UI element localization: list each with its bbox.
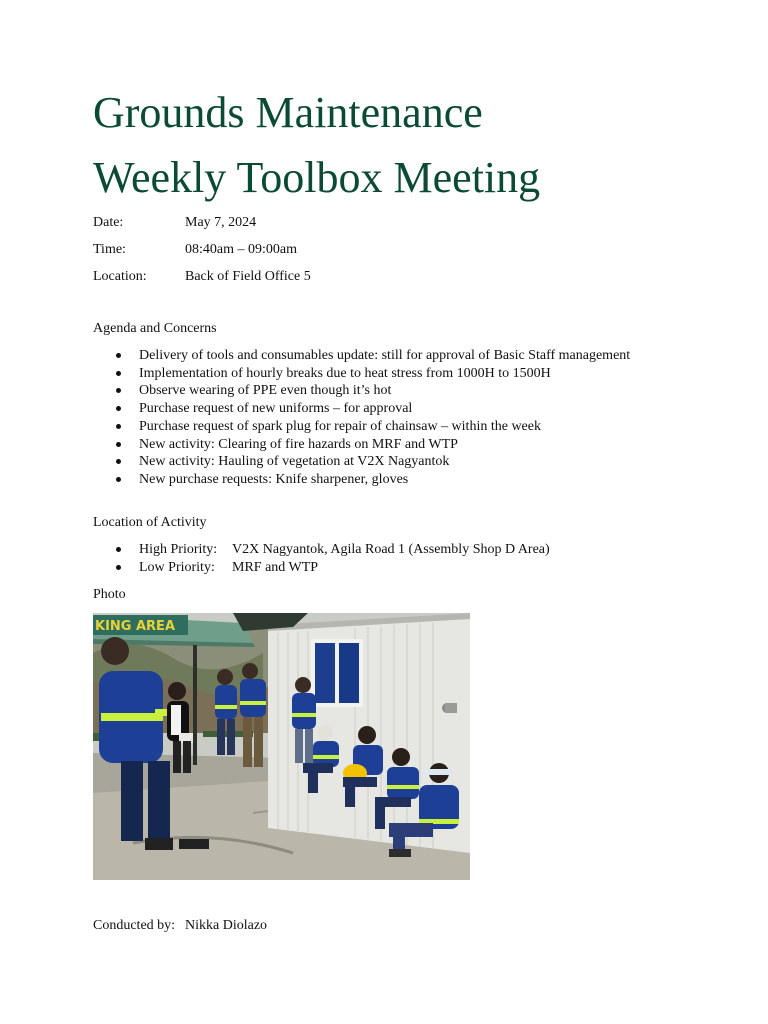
meta-date-row: [93, 214, 256, 232]
priority-label: High Priority:: [139, 542, 218, 557]
location-value: Back of Field Office 5: [185, 269, 311, 284]
time-label: Time:: [93, 242, 126, 257]
meta-location-row: [93, 268, 311, 286]
photo-heading: Photo: [93, 587, 126, 602]
time-value: 08:40am – 09:00am: [185, 242, 297, 257]
location-of-activity-heading: Location of Activity: [93, 515, 207, 530]
priority-label: Low Priority:: [139, 559, 215, 575]
agenda-item: Delivery of tools and consumables update: still for approval of Basic Staff management: [93, 347, 630, 365]
agenda-item: Purchase request of new uniforms – for approval: [93, 400, 630, 418]
date-label: Date:: [93, 215, 124, 230]
meta-time-row: [93, 241, 297, 259]
priority-value: MRF and WTP: [232, 559, 319, 575]
agenda-item: New purchase requests: Knife sharpener, gloves: [93, 471, 630, 489]
agenda-list: [93, 347, 630, 489]
agenda-item: New activity: Clearing of fire hazards on MRF and WTP: [93, 436, 630, 454]
document-title-line-2: Weekly Toolbox Meeting: [93, 153, 541, 202]
agenda-item: Implementation of hourly breaks due to heat stress from 1000H to 1500H: [93, 365, 630, 383]
priority-item-high: [93, 541, 550, 559]
agenda-item: Purchase request of spark plug for repair of chainsaw – within the week: [93, 418, 630, 436]
date-value: May 7, 2024: [185, 215, 257, 230]
location-of-activity-list: [93, 541, 550, 576]
meeting-photo: [93, 613, 470, 880]
agenda-item: Observe wearing of PPE even though it’s hot: [93, 382, 630, 400]
conducted-by-row: [93, 917, 267, 935]
conducted-by-label: Conducted by:: [93, 918, 176, 933]
priority-value: V2X Nagyantok, Agila Road 1 (Assembly Shop D Area): [232, 542, 550, 557]
conducted-by-name: Nikka Diolazo: [185, 918, 268, 933]
document-title-line-1: Grounds Maintenance: [93, 88, 483, 137]
priority-item-low: [93, 559, 550, 577]
agenda-item: New activity: Hauling of vegetation at V2X Nagyantok: [93, 453, 630, 471]
shelter-sign-text: KING AREA: [95, 619, 175, 634]
location-label: Location:: [93, 269, 147, 284]
agenda-heading: Agenda and Concerns: [93, 321, 217, 336]
